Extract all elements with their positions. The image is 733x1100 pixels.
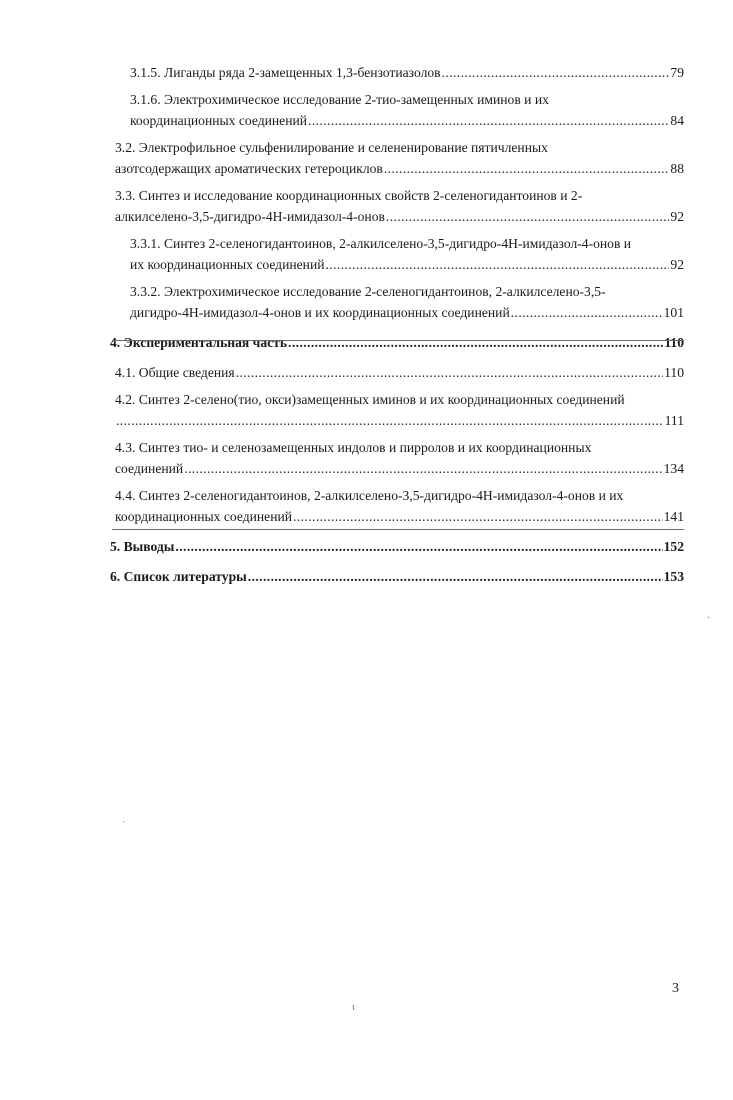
scan-speck: · <box>707 613 711 624</box>
dot-leader <box>326 254 670 275</box>
toc-entry-page: 84 <box>670 113 684 128</box>
page-number: 3 <box>672 981 679 996</box>
toc-entry-title: 4. Экспериментальная часть <box>110 335 288 350</box>
toc-entry-page: 110 <box>664 335 684 350</box>
toc-entry-page: 92 <box>670 257 684 272</box>
toc-entry-3-2 <box>115 137 684 179</box>
dot-leader <box>293 506 663 527</box>
toc-entry-title: 3.1.5. Лиганды ряда 2-замещенных 1,3-бензотиазолов <box>130 65 441 80</box>
scan-speck: ι <box>352 1002 355 1013</box>
toc-entry-title-line2: дигидро-4Н-имидазол-4-онов и их координационных соединений <box>130 305 510 320</box>
toc-entry-6 <box>110 566 684 587</box>
toc-entry-page: 134 <box>663 461 684 476</box>
toc-entry-page: 141 <box>663 509 684 524</box>
section-rule <box>112 340 684 341</box>
toc-entry-title-line2: алкилселено-3,5-дигидро-4Н-имидазол-4-онов <box>115 209 385 224</box>
dot-leader <box>175 536 662 557</box>
toc-entry-title-line2: азотсодержащих ароматических гетероциклов <box>115 161 383 176</box>
table-of-contents <box>110 62 684 587</box>
toc-entry-title-line2: их координационных соединений <box>130 257 325 272</box>
toc-entry-title-line1: 3.3. Синтез и исследование координационных свойств 2-селеногидантоинов и 2- <box>115 188 583 203</box>
dot-leader <box>511 302 663 323</box>
toc-entry-4-4 <box>115 485 684 527</box>
scan-speck: ˏ <box>122 812 126 823</box>
toc-entry-page: 101 <box>663 305 684 320</box>
toc-entry-title-line2: координационных соединений <box>130 113 308 128</box>
toc-entry-title: 6. Список литературы <box>110 569 247 584</box>
toc-entry-4 <box>110 332 684 353</box>
toc-entry-page: 110 <box>664 365 684 380</box>
toc-entry-title-line2: соединений <box>115 461 184 476</box>
toc-entry-page: 152 <box>663 539 684 554</box>
toc-entry-title-line2: координационных соединений <box>115 509 293 524</box>
dot-leader <box>184 458 662 479</box>
toc-entry-title-line1: 3.3.2. Электрохимическое исследование 2-селеногидантоинов, 2-алкилселено-3,5- <box>130 284 606 299</box>
toc-entry-4-2 <box>115 389 684 431</box>
toc-entry-3-3-2 <box>130 281 684 323</box>
toc-entry-title-line1: 3.2. Электрофильное сульфенилирование и селененирование пятичленных <box>115 140 548 155</box>
toc-entry-3-1-6 <box>130 89 684 131</box>
dot-leader <box>236 362 663 383</box>
dot-leader <box>248 566 663 587</box>
toc-entry-5 <box>110 536 684 557</box>
section-rule <box>112 529 684 530</box>
toc-entry-4-1 <box>115 362 684 383</box>
toc-entry-4-3 <box>115 437 684 479</box>
dot-leader <box>386 206 669 227</box>
toc-entry-3-1-5 <box>130 62 684 83</box>
dot-leader <box>384 158 670 179</box>
toc-entry-title: 4.1. Общие сведения <box>115 365 235 380</box>
dot-leader <box>442 62 670 83</box>
toc-entry-3-3 <box>115 185 684 227</box>
toc-entry-title-line1: 4.4. Синтез 2-селеногидантоинов, 2-алкилселено-3,5-дигидро-4Н-имидазол-4-онов и их <box>115 488 624 503</box>
dot-leader <box>288 332 663 353</box>
toc-entry-page: 88 <box>670 161 684 176</box>
toc-entry-3-3-1 <box>130 233 684 275</box>
toc-entry-page: 153 <box>663 569 684 584</box>
toc-entry-title-line1: 4.3. Синтез тио- и селенозамещенных индолов и пирролов и их координационных <box>115 440 592 455</box>
toc-entry-page: 79 <box>670 65 684 80</box>
dot-leader <box>116 410 664 431</box>
toc-entry-title-line1: 3.1.6. Электрохимическое исследование 2-тио-замещенных иминов и их <box>130 92 549 107</box>
toc-entry-page: 111 <box>664 413 684 428</box>
toc-entry-title-line1: 4.2. Синтез 2-селено(тио, окси)замещенных иминов и их координационных соединений <box>115 392 625 407</box>
dot-leader <box>308 110 669 131</box>
toc-entry-title: 5. Выводы <box>110 539 175 554</box>
toc-entry-page: 92 <box>670 209 684 224</box>
toc-entry-title-line1: 3.3.1. Синтез 2-селеногидантоинов, 2-алкилселено-3,5-дигидро-4Н-имидазол-4-онов и <box>130 236 632 251</box>
